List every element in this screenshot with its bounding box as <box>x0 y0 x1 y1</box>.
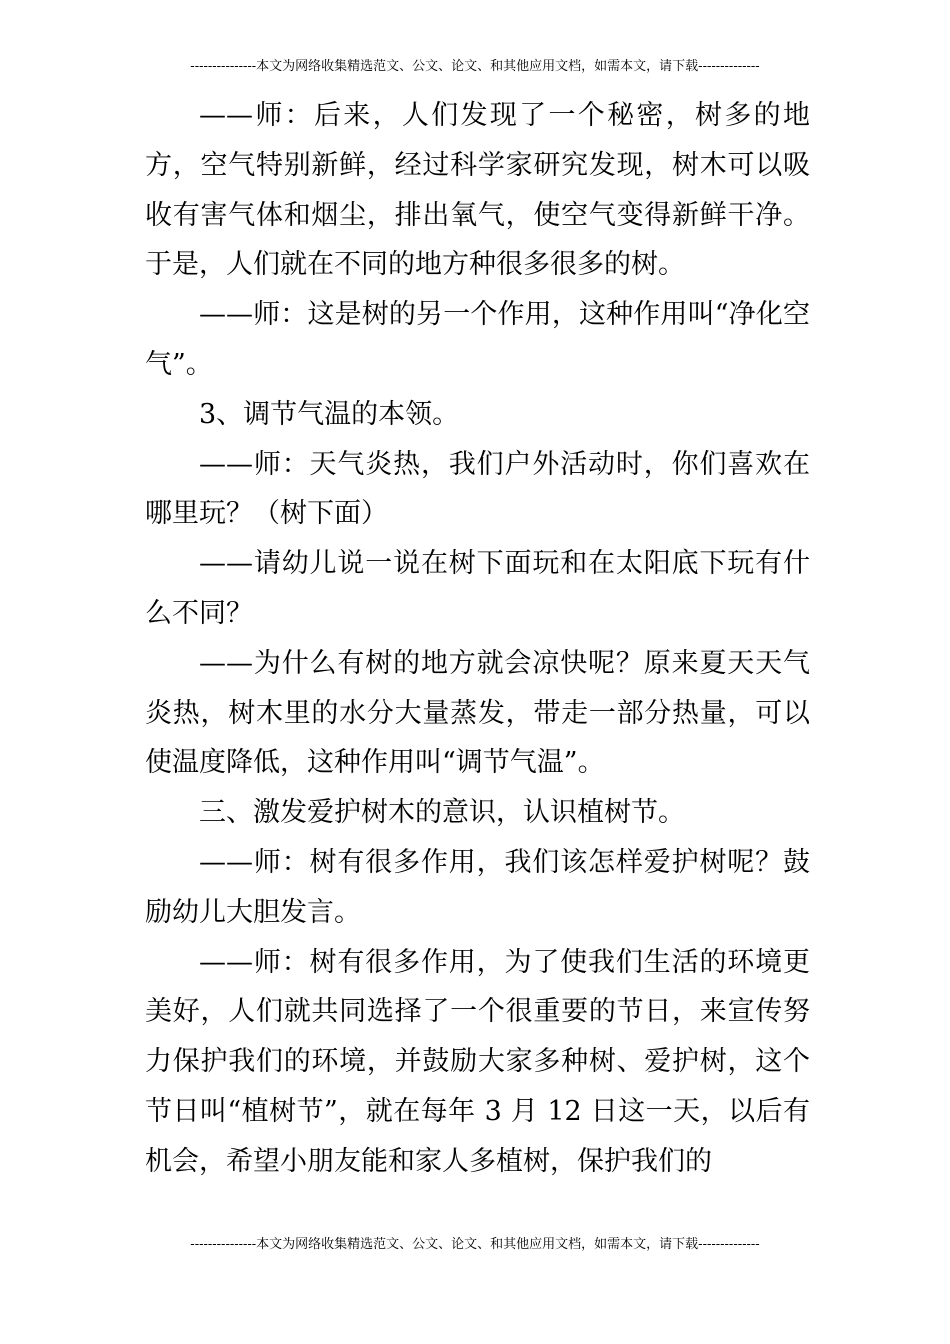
page-footer: ---------------本文为网络收集精选范文、公文、论文、和其他应用文档，如需本文，请下载-------------- <box>190 1237 760 1252</box>
paragraph-planting-secret: ——师：后来，人们发现了一个秘密，树多的地方，空气特别新鲜，经过科学家研究发现，树木可以吸收有害气体和烟尘，排出氧气，使空气变得新鲜干净。于是，人们就在不同的地方种很多很多的树。 <box>145 100 810 281</box>
paragraph-cooling-explanation: ——为什么有树的地方就会凉快呢？原来夏天天气炎热，树木里的水分大量蒸发，带走一部分热量，可以使温度降低，这种作用叫“调节气温”。 <box>145 647 810 779</box>
paragraph-outdoor-question: ——师：天气炎热，我们户外活动时，你们喜欢在哪里玩？（树下面） <box>145 448 810 530</box>
paragraph-protect-trees: ——师：树有很多作用，我们该怎样爱护树呢？鼓励幼儿大胆发言。 <box>145 846 810 928</box>
paragraph-section-temperature: 3、调节气温的本领。 <box>199 398 460 430</box>
paragraph-purify-air: ——师：这是树的另一个作用，这种作用叫“净化空气”。 <box>145 299 810 380</box>
paragraph-shade-question: ——请幼儿说一说在树下面玩和在太阳底下玩有什么不同？ <box>145 548 810 629</box>
page-header: ---------------本文为网络收集精选范文、公文、论文、和其他应用文档，如需本文，请下载-------------- <box>190 59 760 74</box>
document-body <box>145 91 810 1187</box>
paragraph-arbor-day: ——师：树有很多作用，为了使我们生活的环境更美好，人们就共同选择了一个很重要的节日，来宣传努力保护我们的环境，并鼓励大家多种树、爱护树，这个节日叫“植树节”，就在每年 3 月 12 日这一天，以后有机会，希望小朋友能和家人多植树，保护我们的 <box>145 946 810 1177</box>
paragraph-section-arbor-day: 三、激发爱护树木的意识，认识植树节。 <box>199 797 685 829</box>
